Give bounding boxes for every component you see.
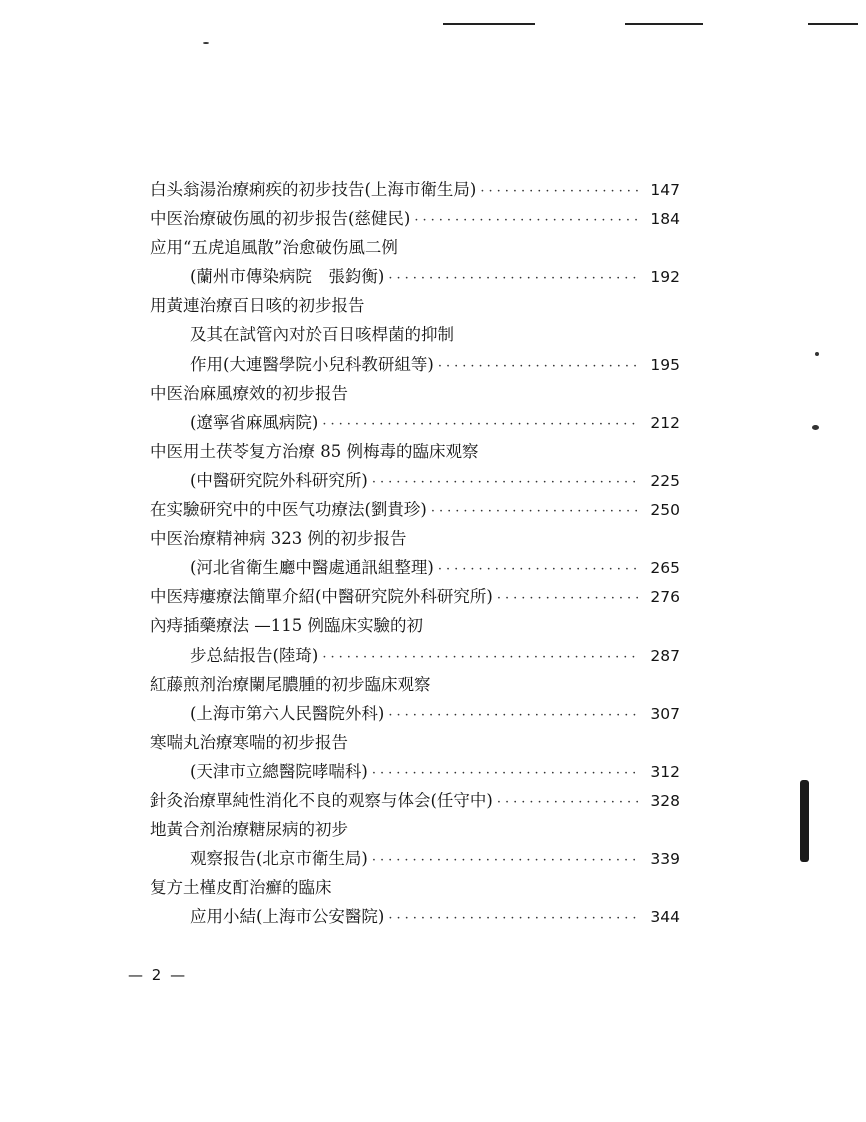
page-number: — 2 — (128, 966, 188, 984)
toc-entry-title: 作用(大連醫學院小兒科教研組等) (190, 354, 434, 374)
table-of-contents (150, 175, 680, 931)
toc-entry-page: 339 (650, 850, 680, 869)
toc-entry-title: 用黃連治療百日咳的初步报告 (150, 296, 365, 316)
toc-leader-dots (388, 701, 640, 730)
toc-leader-dots (372, 468, 640, 497)
toc-entry (150, 379, 680, 408)
toc-leader-dots (388, 904, 640, 933)
toc-entry-title: 复方土槿皮酊治癬的臨床 (150, 878, 332, 898)
toc-entry-title: 及其在試管內对於百日咳桿菌的抑制 (190, 325, 454, 345)
toc-entry-title: 內痔插藥療法 —115 例臨床实驗的初 (150, 616, 423, 636)
toc-entry (150, 320, 680, 349)
toc-entry-title: (天津市立總醫院哮喘科) (190, 761, 368, 781)
toc-entry-page: 225 (650, 471, 680, 490)
toc-entry (150, 233, 680, 262)
toc-entry (150, 524, 680, 553)
toc-entry (150, 611, 680, 640)
toc-entry (150, 728, 680, 757)
toc-entry-title: 中医痔瘻療法簡單介紹(中醫研究院外科研究所) (150, 587, 493, 607)
toc-leader-dots (438, 352, 640, 381)
toc-entry (150, 262, 680, 291)
toc-entry-page: 212 (650, 413, 680, 432)
toc-entry-title: 在实驗研究中的中医气功療法(劉貴珍) (150, 500, 427, 520)
toc-leader-dots (388, 264, 640, 293)
toc-entry-title: 步总結报告(陸琦) (190, 645, 319, 665)
toc-leader-dots (480, 177, 640, 206)
toc-entry (150, 466, 680, 495)
toc-entry-title: 应用小結(上海市公安醫院) (190, 907, 385, 927)
toc-leader-dots (438, 555, 640, 584)
toc-entry (150, 291, 680, 320)
toc-leader-dots (497, 788, 640, 817)
toc-entry-page: 195 (650, 355, 680, 374)
toc-leader-dots (322, 410, 640, 439)
toc-entry-title: 中医用土茯苓复方治療 85 例梅毒的臨床观察 (150, 441, 479, 461)
toc-entry-title: 中医治療破伤風的初步报告(慈健民) (150, 209, 411, 229)
toc-leader-dots (372, 759, 640, 788)
toc-entry (150, 873, 680, 902)
toc-leader-dots (322, 643, 640, 672)
toc-entry-page: 287 (650, 646, 680, 665)
scan-mark (800, 780, 809, 862)
toc-entry-page: 147 (650, 181, 680, 199)
toc-entry (150, 553, 680, 582)
toc-entry (150, 815, 680, 844)
toc-entry-title: 地黃合剂治療糖尿病的初步 (150, 820, 348, 840)
toc-entry (150, 495, 680, 524)
toc-entry (150, 582, 680, 611)
toc-entry-title: 紅藤煎剂治療闌尾膿腫的初步臨床观察 (150, 674, 431, 694)
toc-leader-dots (372, 846, 640, 875)
toc-entry (150, 408, 680, 437)
toc-entry (150, 902, 680, 931)
toc-entry-title: (上海市第六人民醫院外科) (190, 703, 385, 723)
toc-entry-title: 針灸治療單純性消化不良的观察与体会(任守中) (150, 790, 493, 810)
top-rule-1 (443, 23, 535, 25)
toc-entry-title: (遼寧省麻風病院) (190, 412, 319, 432)
toc-entry-title: 寒喘丸治療寒喘的初步报告 (150, 732, 348, 752)
toc-entry-title: (蘭州市傳染病院 張鈞衡) (190, 267, 385, 287)
toc-entry-title: (中醫研究院外科研究所) (190, 470, 368, 490)
toc-leader-dots (414, 206, 640, 235)
toc-entry-page: 276 (650, 588, 680, 607)
toc-entry-page: 344 (650, 908, 680, 927)
toc-entry-page: 250 (650, 501, 680, 520)
toc-entry (150, 757, 680, 786)
toc-entry (150, 786, 680, 815)
toc-entry-page: 192 (650, 268, 680, 287)
scan-speck (203, 42, 209, 44)
toc-entry-title: 中医治療精神病 323 例的初步报告 (150, 529, 407, 549)
toc-entry-title: 应用“五虎追風散”治愈破伤風二例 (150, 238, 398, 258)
toc-entry (150, 437, 680, 466)
toc-entry (150, 350, 680, 379)
top-rule-3 (808, 23, 858, 25)
toc-leader-dots (431, 497, 640, 526)
toc-entry-page: 265 (650, 559, 680, 578)
top-rule-2 (625, 23, 703, 25)
toc-entry-page: 312 (650, 762, 680, 781)
toc-entry-title: (河北省衛生廳中醫處通訊組整理) (190, 558, 434, 578)
toc-entry (150, 204, 680, 233)
scan-speck (815, 352, 819, 356)
toc-entry (150, 670, 680, 699)
toc-entry-title: 中医治麻風療效的初步报告 (150, 383, 348, 403)
scan-speck (812, 425, 819, 430)
toc-entry-page: 328 (650, 791, 680, 810)
toc-entry-title: 观察报告(北京市衛生局) (190, 849, 368, 869)
toc-leader-dots (497, 584, 640, 613)
toc-entry (150, 641, 680, 670)
toc-entry-title: 白头翁湯治療痢疾的初步技告(上海市衛生局) (150, 180, 477, 199)
toc-entry-page: 307 (650, 704, 680, 723)
toc-entry-page: 184 (650, 210, 680, 229)
toc-entry (150, 175, 680, 204)
toc-entry (150, 699, 680, 728)
toc-entry (150, 844, 680, 873)
